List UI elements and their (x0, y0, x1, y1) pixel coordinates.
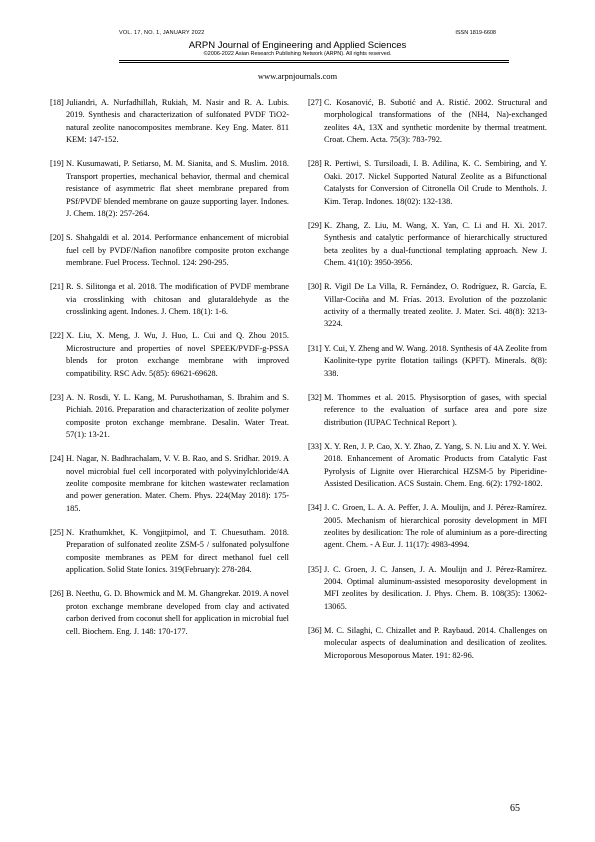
reference-number: [18] (50, 98, 64, 107)
reference-item (50, 97, 289, 147)
reference-text: C. Kosanović, B. Subotić and A. Ristić. 2002. Structural and morphological transformations of the (NH4, Na)-exchanged zeolites 4A, 13X and synthetic mordenite by thermal treatment. Croat. Chem. Acta. 75(3): 783-792. (324, 98, 547, 145)
reference-number: [22] (50, 331, 64, 341)
reference-text: Y. Cui, Y. Zheng and W. Wang. 2018. Synthesis of 4A Zeolite from Kaolinite-type pyrite flotation tailings (KPFT). Minerals. 8(8): 338. (324, 343, 547, 378)
reference-item (50, 527, 289, 577)
reference-item (308, 441, 547, 491)
reference-item (308, 97, 547, 147)
reference-item (50, 453, 289, 515)
reference-item (308, 392, 547, 429)
reference-item (50, 588, 289, 638)
reference-item (308, 220, 547, 270)
reference-text: X. Y. Ren, J. P. Cao, X. Y. Zhao, Z. Yang, S. N. Liu and X. Y. Wei. 2018. Enhancement of Aromatic Products from Catalytic Fast Pyrolysis of Lignite over Hierarchical HZSM-5 by Piperidine-Assisted Desilication. ACS Sustain. Chem. Eng. 6(2): 1792-1802. (324, 441, 547, 488)
reference-number: [29] (308, 220, 322, 230)
reference-text: H. Nagar, N. Badhrachalam, V. V. B. Rao, and S. Sridhar. 2019. A novel microbial fuel cell incorporated with polyvinylchloride/4A zeolite composite membrane for kitchen wastewater reclamation and power generation. Mater. Chem. Phys. 224(May 2018): 175-185. (66, 454, 289, 513)
reference-item (50, 392, 289, 442)
page-header (0, 30, 595, 58)
reference-number: [24] (50, 454, 64, 464)
reference-text: N. Kusumawati, P. Setiarso, M. M. Sianita, and S. Muslim. 2018. Transport properties, mechanical behavior, thermal and chemical resistance of asymmetric flat sheet membrane prepared from PSf/PVDF blended membrane on gauze supporting layer. Indones. J. Chem. 18(2): 257-264. (66, 159, 289, 219)
reference-number: [36] (308, 625, 322, 635)
reference-column-right (308, 97, 547, 674)
reference-number: [19] (50, 159, 64, 169)
reference-number: [26] (50, 589, 64, 599)
reference-item (308, 281, 547, 331)
reference-text: R. S. Silitonga et al. 2018. The modification of PVDF membrane via crosslinking with chitosan and glutaraldehyde as the crosslinking agent. Indones. J. Chem. 18(1): 1-6. (66, 282, 289, 317)
page-number: 65 (510, 803, 520, 814)
reference-item (308, 564, 547, 614)
reference-item (50, 281, 289, 318)
reference-item (50, 330, 289, 380)
volume-info: VOL. 17, NO. 1, JANUARY 2022 (119, 30, 205, 36)
reference-text: X. Liu, X. Meng, J. Wu, J. Huo, L. Cui and Q. Zhou 2015. Microstructure and properties of novel SPEEK/PVDF-g-PSSA blends for proton exchange membrane with improved compatibility. RSC Adv. 5(85): 69621-69628. (66, 331, 289, 378)
reference-number: [30] (308, 282, 322, 292)
reference-item (308, 343, 547, 380)
reference-number: [32] (308, 392, 322, 402)
reference-item (50, 232, 289, 269)
reference-column-left (50, 97, 289, 650)
reference-text: Juliandri, A. Nurfadhillah, Rukiah, M. Nasir and R. A. Lubis. 2019. Synthesis and characterization of sulfonated PVDF TiO2-natural zeolite nanocomposites membrane. Key Eng. Mater. 811 KEM: 147-152. (66, 98, 289, 145)
reference-item (308, 625, 547, 662)
reference-text: M. C. Silaghi, C. Chizallet and P. Raybaud. 2014. Challenges on molecular aspects of dealumination and desilication of zeolites. Microporous Mesoporous Mater. 191: 82-96. (324, 625, 547, 660)
reference-text: J. C. Groen, J. C. Jansen, J. A. Moulijn and J. Pérez-Ramírez. 2004. Optimal aluminum-assisted mesoporosity development in MFI zeolites by desilication. J. Phys. Chem. B. 108(35): 13062-13065. (324, 564, 547, 611)
reference-text: R. Vigil De La Villa, R. Fernández, O. Rodríguez, R. García, E. Villar-Cociña and M. Frías. 2013. Evolution of the pozzolanic activity of a thermally treated zeolite. J. Mater. Sci. 48(8): 3213-3224. (324, 282, 547, 329)
reference-item (308, 158, 547, 208)
reference-text: S. Shahgaldi et al. 2014. Performance enhancement of microbial fuel cell by PVDF/Nafion nanofibre composite proton exchange membrane. Fuel Process. Technol. 124: 290-295. (66, 233, 289, 268)
reference-number: [23] (50, 392, 64, 402)
reference-text: R. Pertiwi, S. Tursiloadi, I. B. Adilina, K. C. Sembiring, and Y. Oaki. 2017. Nickel Supported Natural Zeolite as a Bifunctional Catalysts for Conversion of Citronella Oil Crude to Menthols. J. Kim. Terap. Indones. 18(02): 132-138. (324, 159, 547, 206)
reference-text: A. N. Rosdi, Y. L. Kang, M. Purushothaman, S. Ibrahim and S. Pichiah. 2016. Preparation and characterization of zeolite polymer composite proton exchange membrane. Desalin. Water Treat. 57(1): 13-21. (66, 392, 289, 439)
reference-number: [21] (50, 282, 64, 292)
header-rule-bottom (119, 62, 509, 63)
reference-number: [34] (308, 503, 322, 513)
reference-number: [31] (308, 343, 322, 353)
issn-info: ISSN 1819-6608 (455, 30, 496, 36)
journal-website[interactable]: www.arpnjournals.com (257, 71, 338, 81)
reference-number: [20] (50, 233, 64, 243)
reference-number: [27] (308, 98, 322, 107)
reference-text: K. Zhang, Z. Liu, M. Wang, X. Yan, C. Li and H. Xi. 2017. Synthesis and catalytic performance of hierarchically structured beta zeolites by a dual-functional templating approach. New J. Chem. 41(10): 3950-3956. (324, 220, 547, 268)
reference-item (308, 502, 547, 552)
reference-number: [28] (308, 159, 322, 169)
header-rule-top (119, 60, 509, 61)
reference-number: [33] (308, 441, 322, 451)
journal-title: ARPN Journal of Engineering and Applied Sciences (188, 40, 407, 51)
reference-text: N. Krathumkhet, K. Vongjitpimol, and T. Chuesutham. 2018. Preparation of sulfonated zeolite ZSM-5 / sulfonated polysulfone composite membranes as PEM for direct methanol fuel cell application. Solid State Ionics. 319(February): 278-284. (66, 527, 289, 575)
reference-text: J. C. Groen, L. A. A. Peffer, J. A. Moulijn, and J. Pérez-Ramírez. 2005. Mechanism of hierarchical porosity development in MFI zeolites by desilication: The role of aluminium as a pore-directing agent. Chem. - A Eur. J. 11(17): 4983-4994. (324, 503, 547, 550)
copyright-notice: ©2006-2022 Asian Research Publishing Network (ARPN). All rights reserved. (203, 51, 392, 57)
reference-text: M. Thommes et al. 2015. Physisorption of gases, with special reference to the evaluation of surface area and pore size distribution (IUPAC Technical Report ). (324, 392, 547, 427)
reference-text: B. Neethu, G. D. Bhowmick and M. M. Ghangrekar. 2019. A novel proton exchange membrane developed from clay and activated carbon derived from coconut shell for application in microbial fuel cell. Biochem. Eng. J. 148: 170-177. (66, 589, 289, 636)
reference-number: [35] (308, 564, 322, 574)
reference-item (50, 158, 289, 220)
reference-number: [25] (50, 527, 64, 537)
